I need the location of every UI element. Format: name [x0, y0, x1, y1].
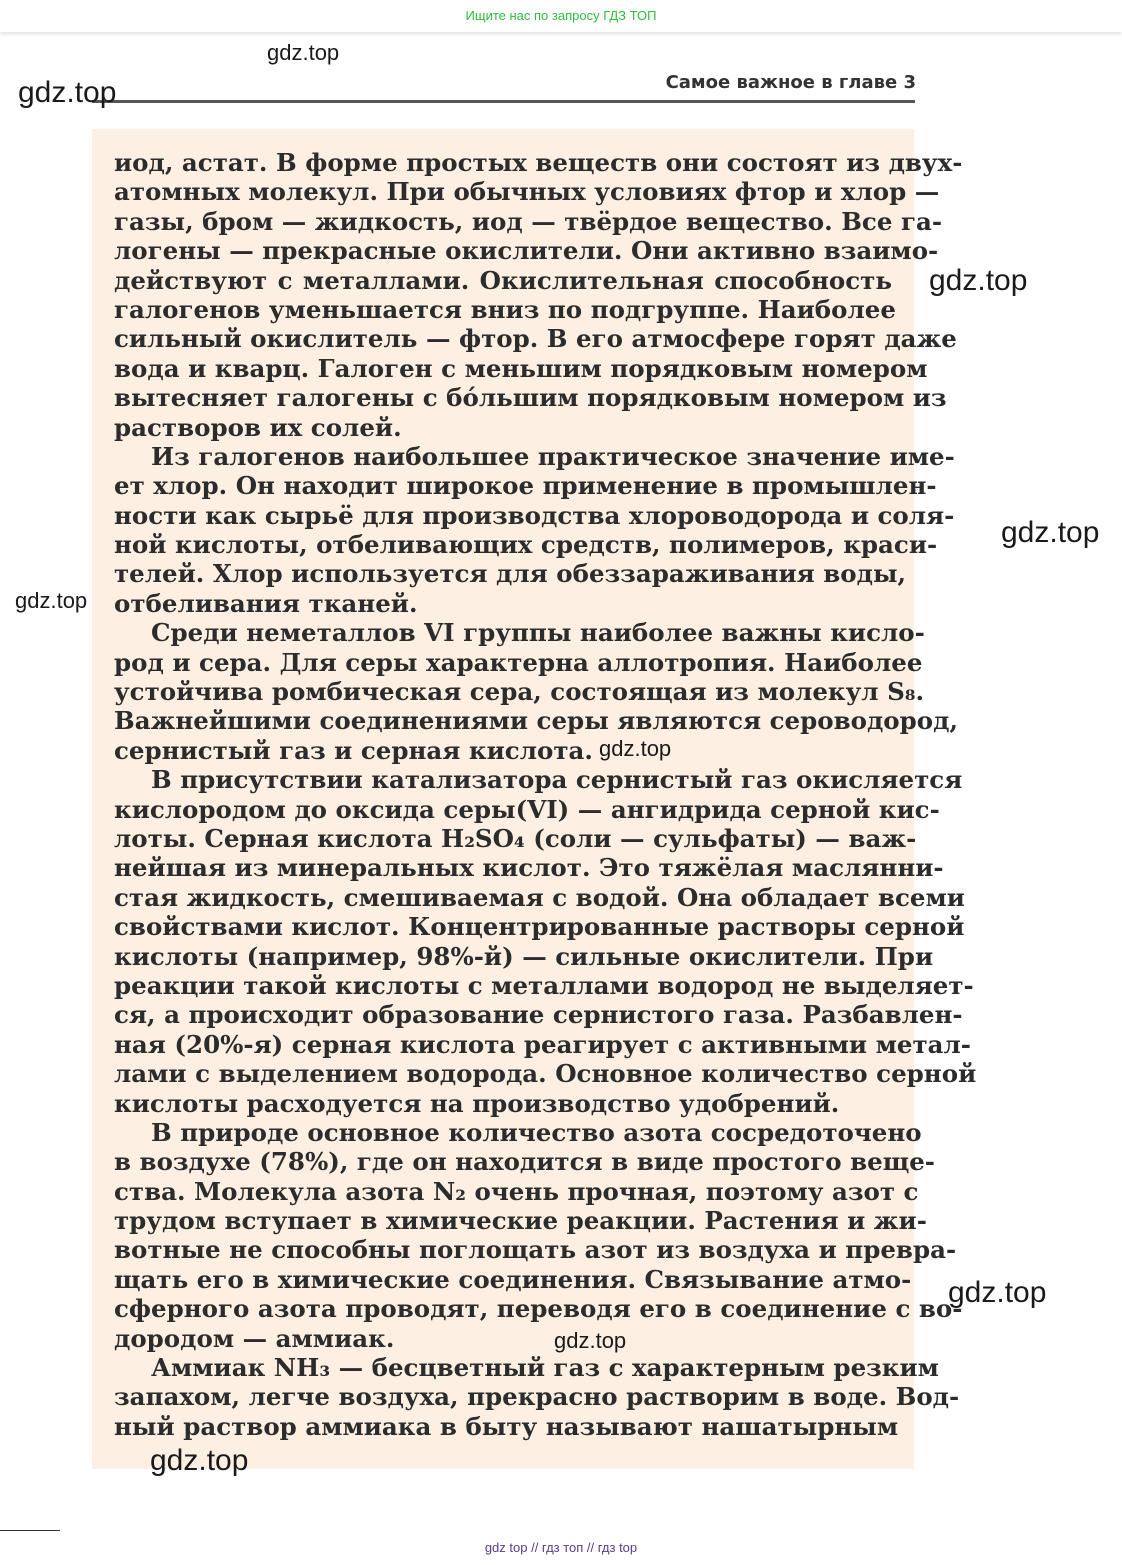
- text-line: ности как сырьё для производства хлороводорода и соля-: [114, 500, 955, 530]
- text-line: трудом вступает в химические реакции. Растения и жи-: [114, 1206, 927, 1236]
- text-line: вода и кварц. Галоген с меньшим порядковым номером: [114, 353, 928, 383]
- text-line: телей. Хлор используется для обеззараживания воды,: [114, 559, 907, 589]
- text-line: лами с выделением водорода. Основное количество серной: [114, 1059, 977, 1089]
- text-line: запахом, легче воздуха, прекрасно растворим в воде. Вод-: [114, 1382, 960, 1412]
- text-line: ет хлор. Он находит широкое применение в промышлен-: [114, 471, 937, 501]
- text-line: дородом — аммиак.: [114, 1323, 395, 1353]
- watermark: gdz.top: [267, 40, 340, 65]
- watermark: gdz.top: [929, 264, 1028, 297]
- text-line: сильный окислитель — фтор. В его атмосфере горят даже: [114, 324, 957, 354]
- text-line: сернистый газ и серная кислота.: [114, 735, 593, 765]
- header-rule: [92, 100, 915, 103]
- top-banner[interactable]: [0, 0, 1122, 32]
- watermark: gdz.top: [18, 76, 117, 109]
- text-line: щать его в химические соединения. Связывание атмо-: [114, 1264, 912, 1294]
- text-line: ная (20%-я) серная кислота реагирует с активными метал-: [114, 1029, 971, 1059]
- text-line: Аммиак NH₃ — бесцветный газ с характерным резким: [151, 1353, 939, 1383]
- watermark: gdz.top: [15, 588, 88, 613]
- text-line: сферного азота проводят, переводя его в соединение с во-: [114, 1294, 963, 1324]
- text-line: галогенов уменьшается вниз по подгруппе. Наиболее: [114, 294, 896, 324]
- footer-links[interactable]: gdz top // гдз топ // гдз top: [484, 1540, 638, 1555]
- text-line: ной кислоты, отбеливающих средств, полимеров, краси-: [114, 530, 938, 560]
- text-line: кислородом до оксида серы(VI) — ангидрида серной кис-: [114, 794, 940, 824]
- body-text: [114, 148, 977, 1441]
- text-line: ся, а происходит образование сернистого газа. Разбавлен-: [114, 1000, 963, 1030]
- watermark: gdz.top: [599, 736, 672, 761]
- text-line: вотные не способны поглощать азот из воздуха и превра-: [114, 1235, 957, 1265]
- text-line: ный раствор аммиака в быту называют нашатырным: [114, 1411, 899, 1441]
- watermark: gdz.top: [150, 1444, 249, 1477]
- text-line: устойчива ромбическая сера, состоящая из молекул S₈.: [114, 677, 925, 707]
- text-line: иод, астат. В форме простых веществ они состоят из двух-: [114, 148, 963, 177]
- watermark: gdz.top: [948, 1276, 1047, 1309]
- text-line: В присутствии катализатора сернистый газ окисляется: [151, 765, 963, 795]
- top-banner-text: Ищите нас по запросу ГДЗ ТОП: [465, 8, 657, 23]
- text-line: ства. Молекула азота N₂ очень прочная, поэтому азот с: [114, 1176, 919, 1206]
- text-line: растворов их солей.: [114, 412, 402, 442]
- text-line: Среди неметаллов VI группы наиболее важны кисло-: [151, 618, 925, 648]
- text-line: род и сера. Для серы характерна аллотропия. Наиболее: [114, 647, 923, 677]
- text-line: газы, бром — жидкость, иод — твёрдое вещество. Все га-: [114, 206, 942, 236]
- text-line: Из галогенов наибольшее практическое значение име-: [151, 441, 955, 471]
- text-line: кислоты (например, 98%-й) — сильные окислители. При: [114, 941, 934, 971]
- text-line: реакции такой кислоты с металлами водород не выделяет-: [114, 970, 974, 1000]
- text-line: действуют с металлами. Окислительная способность: [114, 265, 892, 295]
- text-line: в воздухе (78%), где он находится в виде простого веще-: [114, 1147, 935, 1177]
- running-head: Самое важное в главе 3: [665, 72, 916, 93]
- text-line: В природе основное количество азота сосредоточено: [151, 1117, 922, 1147]
- text-line: логены — прекрасные окислители. Они активно взаимо-: [114, 236, 939, 266]
- watermark: gdz.top: [1001, 516, 1100, 549]
- text-line: вытесняет галогены с бо́льшим порядковым номером из: [114, 383, 947, 413]
- text-line: кислоты расходуется на производство удобрений.: [114, 1088, 840, 1118]
- text-line: отбеливания тканей.: [114, 588, 418, 618]
- watermark: gdz.top: [554, 1328, 627, 1353]
- text-line: свойствами кислот. Концентрированные растворы серной: [114, 912, 965, 942]
- text-line: Важнейшими соединениями серы являются сероводород,: [114, 706, 958, 736]
- text-line: нейшая из минеральных кислот. Это тяжёлая маслянни-: [114, 853, 944, 883]
- text-line: атомных молекул. При обычных условиях фтор и хлор —: [114, 177, 940, 207]
- text-line: лоты. Серная кислота H₂SO₄ (соли — сульфаты) — важ-: [114, 823, 917, 853]
- corner-rule: [0, 1530, 60, 1531]
- text-line: стая жидкость, смешиваемая с водой. Она обладает всеми: [114, 882, 965, 912]
